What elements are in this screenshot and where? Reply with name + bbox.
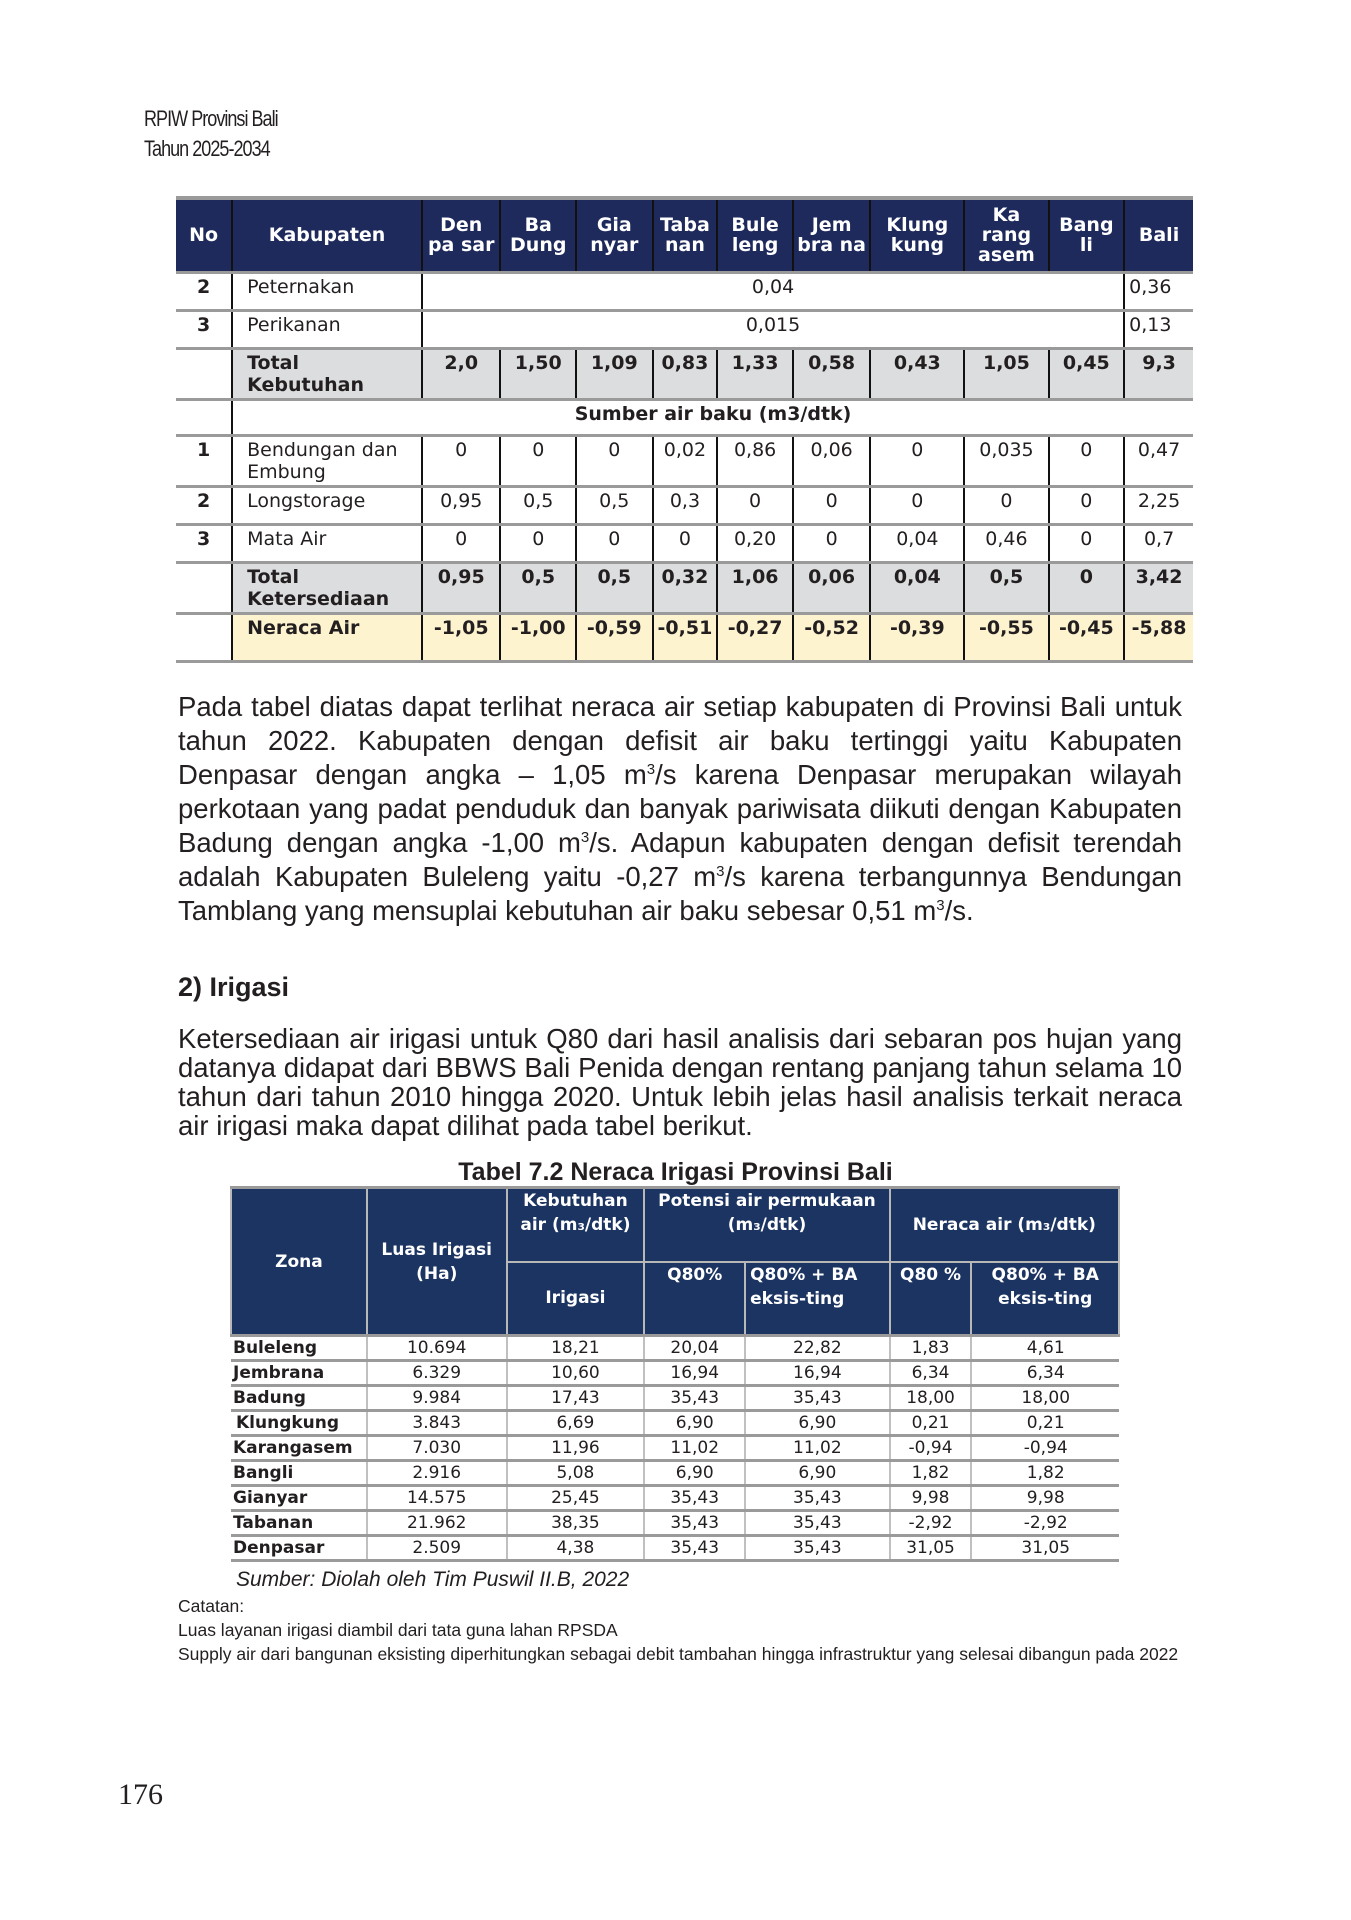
row-label: Perikanan [232, 310, 422, 348]
row-no: 3 [196, 313, 211, 336]
section-heading-irigasi: 2) Irigasi [178, 972, 290, 1002]
cell: 1,33 [717, 348, 793, 399]
cell: 0,83 [653, 348, 718, 399]
paragraph-irigasi: Ketersediaan air irigasi untuk Q80 dari hasil analisis dari sebaran pos hujan yang datanya didapat dari BBWS Bali Penida dengan rentang panjang tahun selama 10 tahun dari tahun 2010 hingga 2020. Untuk lebih jelas hasil analisis terkait neraca air irigasi maka dapat dilihat pada tabel berikut. [178, 1023, 1182, 1141]
cell: 0 [1049, 435, 1125, 486]
cell: 0 [1049, 524, 1125, 562]
cell: 0,43 [870, 348, 964, 399]
cell: 0,06 [793, 562, 870, 613]
col-neraca: Neraca air (m₃/dtk) [890, 1188, 1119, 1262]
cell: 0,06 [793, 435, 870, 486]
table-row [231, 1486, 1119, 1511]
row-label: Longstorage [232, 486, 422, 524]
cell: 6,90 [644, 1411, 745, 1436]
cell: 20,04 [644, 1336, 745, 1361]
cell: 35,43 [644, 1386, 745, 1411]
cell: 0,47 [1124, 435, 1193, 486]
cell: 35,43 [745, 1486, 890, 1511]
cell: 5,08 [507, 1461, 645, 1486]
cell: 35,43 [745, 1386, 890, 1411]
cell: 6,34 [971, 1361, 1119, 1386]
table-source: Sumber: Diolah oleh Tim Puswil II.B, 2022 [236, 1568, 630, 1591]
row-label: Bendungan dan Embung [232, 435, 422, 486]
superscript: 3 [716, 862, 725, 880]
cell: 6,90 [745, 1411, 890, 1436]
cell: 1,82 [890, 1461, 972, 1486]
cell: -0,45 [1049, 613, 1125, 661]
col-zona: Zona [231, 1188, 367, 1336]
row-no [176, 399, 232, 435]
table-row [231, 1361, 1119, 1386]
row-label: Neraca Air [232, 613, 422, 661]
col-q80: Q80% [644, 1262, 745, 1336]
paragraph-neraca-summary [178, 690, 1182, 928]
cell: 0 [793, 486, 870, 524]
cell: 21.962 [367, 1511, 507, 1536]
cell: 6,69 [507, 1411, 645, 1436]
cell: 16,94 [644, 1361, 745, 1386]
cell: 0 [1049, 486, 1125, 524]
row-no: 3 [196, 527, 211, 550]
cell: 1,09 [576, 348, 653, 399]
header-years: Tahun 2025-2034 [144, 136, 270, 161]
cell: 1,83 [890, 1336, 972, 1361]
cell: 0 [717, 486, 793, 524]
text: /s karena terbangunnya Bendungan Tamblang yang mensuplai kebutuhan air baku sebesar 0,51 m [178, 861, 1182, 926]
page-number: 176 [118, 1778, 163, 1811]
cell: 0,035 [964, 435, 1048, 486]
cell: 6,90 [745, 1461, 890, 1486]
col-no: No [176, 198, 232, 272]
row-label: Total Ketersediaan [232, 562, 422, 613]
zona-cell: Jembrana [233, 1363, 325, 1383]
cell: 2,0 [422, 348, 500, 399]
cell: 35,43 [745, 1536, 890, 1561]
table-header-row [231, 1188, 1119, 1262]
col-buleleng: Bule leng [717, 198, 793, 272]
col-jembrana: Jem bra na [793, 198, 870, 272]
cell: 11,96 [507, 1436, 645, 1461]
cell: -2,92 [890, 1511, 972, 1536]
col-potensi: Potensi air permukaan (m₃/dtk) [644, 1188, 889, 1262]
cell: 35,43 [644, 1536, 745, 1561]
cell: -0,59 [576, 613, 653, 661]
cell: 25,45 [507, 1486, 645, 1511]
cell: 10,60 [507, 1361, 645, 1386]
col-tabanan: Taba nan [653, 198, 718, 272]
cell: 0,20 [717, 524, 793, 562]
table-row [231, 1461, 1119, 1486]
cell: 35,43 [745, 1511, 890, 1536]
cell: 31,05 [971, 1536, 1119, 1561]
cell: 18,21 [507, 1336, 645, 1361]
row-label: Peternakan [232, 272, 422, 310]
cell: 0 [870, 435, 964, 486]
row-no: 2 [196, 275, 211, 298]
cell: 35,43 [644, 1486, 745, 1511]
cell: 0,3 [653, 486, 718, 524]
zona-cell: Bangli [233, 1463, 294, 1483]
cell: 0,5 [500, 562, 576, 613]
cell: 4,61 [971, 1336, 1119, 1361]
zona-cell: Denpasar [233, 1538, 325, 1558]
cell: 0 [793, 524, 870, 562]
text: /s karena Denpasar merupakan wilayah perkotaan yang padat penduduk dan banyak pariwisata diikuti dengan Kabupaten Badung dengan angka -1,00 m [178, 759, 1182, 858]
cell: 0,04 [870, 562, 964, 613]
cell: 0,21 [890, 1411, 972, 1436]
neraca-air-baku-table [176, 196, 1193, 663]
table-row [176, 435, 1193, 486]
cell: 0,95 [422, 486, 500, 524]
cell: 16,94 [745, 1361, 890, 1386]
cell: 9.984 [367, 1386, 507, 1411]
col-badung: Ba Dung [500, 198, 576, 272]
cell: 0,45 [1049, 348, 1125, 399]
cell: 0 [1049, 562, 1125, 613]
col-luas: Luas Irigasi (Ha) [367, 1188, 507, 1336]
cell: 9,98 [971, 1486, 1119, 1511]
cell: 0,58 [793, 348, 870, 399]
cell: 2.509 [367, 1536, 507, 1561]
zona-cell: Gianyar [233, 1488, 308, 1508]
cell: 0 [653, 524, 718, 562]
cell: -0,94 [971, 1436, 1119, 1461]
cell: 6,90 [644, 1461, 745, 1486]
cell: 0 [576, 435, 653, 486]
col-neraca-q80: Q80 % [890, 1262, 972, 1336]
col-kabupaten: Kabupaten [232, 198, 422, 272]
table-row [231, 1436, 1119, 1461]
neraca-irigasi-table [230, 1186, 1120, 1562]
cell: -5,88 [1124, 613, 1193, 661]
zona-cell: Klungkung [236, 1413, 340, 1433]
cell: 1,05 [964, 348, 1048, 399]
table-row [176, 486, 1193, 524]
cell: 0 [422, 435, 500, 486]
cell: 18,00 [971, 1386, 1119, 1411]
cell: 9,3 [1124, 348, 1193, 399]
table-row [231, 1386, 1119, 1411]
row-no [176, 348, 232, 399]
cell: -0,27 [717, 613, 793, 661]
cell: 2,25 [1124, 486, 1193, 524]
cell: 0,7 [1124, 524, 1193, 562]
cell: 0,95 [422, 562, 500, 613]
cell: 1,50 [500, 348, 576, 399]
cell: 11,02 [644, 1436, 745, 1461]
cell: 11,02 [745, 1436, 890, 1461]
row-no: 1 [196, 438, 211, 461]
table-caption: Tabel 7.2 Neraca Irigasi Provinsi Bali [458, 1158, 893, 1186]
cell: 6.329 [367, 1361, 507, 1386]
merged-value: 0,015 [422, 310, 1124, 348]
table-row [176, 524, 1193, 562]
zona-cell: Karangasem [233, 1438, 353, 1458]
col-klungkung: Klung kung [870, 198, 964, 272]
cell: 22,82 [745, 1336, 890, 1361]
cell: 0,5 [964, 562, 1048, 613]
cell: 0,5 [576, 562, 653, 613]
row-no: 2 [196, 489, 211, 512]
row-no [176, 613, 232, 661]
cell: 3,42 [1124, 562, 1193, 613]
cell: 3.843 [367, 1411, 507, 1436]
cell: 0,5 [500, 486, 576, 524]
row-label: Total Kebutuhan [232, 348, 422, 399]
cell: 0 [964, 486, 1048, 524]
cell: 0 [870, 486, 964, 524]
cell: -0,94 [890, 1436, 972, 1461]
cell: -0,39 [870, 613, 964, 661]
cell: -0,55 [964, 613, 1048, 661]
col-bangli: Bang li [1049, 198, 1125, 272]
cell: 0,02 [653, 435, 718, 486]
superscript: 3 [936, 896, 945, 914]
col-irigasi: Irigasi [507, 1262, 645, 1336]
row-label: Mata Air [232, 524, 422, 562]
cell: 0,46 [964, 524, 1048, 562]
merged-value: 0,04 [422, 272, 1124, 310]
zona-cell: Badung [233, 1388, 306, 1408]
cell: 38,35 [507, 1511, 645, 1536]
col-bali: Bali [1124, 198, 1193, 272]
col-kebutuhan: Kebutuhan air (m₃/dtk) [507, 1188, 645, 1262]
table-header-row [176, 198, 1193, 272]
cell: 18,00 [890, 1386, 972, 1411]
cell: 7.030 [367, 1436, 507, 1461]
cell: 9,98 [890, 1486, 972, 1511]
row-no [176, 562, 232, 613]
cell: 1,06 [717, 562, 793, 613]
text: /s. Adapun kabupaten dengan defisit terendah adalah Kabupaten Buleleng yaitu -0,27 m [178, 827, 1182, 892]
text: Pada tabel diatas dapat terlihat neraca air setiap kabupaten di Provinsi Bali untuk tahun 2022. Kabupaten dengan defisit air baku tertinggi yaitu Kabupaten Denpasar dengan angka – 1,05 m [178, 691, 1182, 790]
col-q80-ba: Q80% + BA eksis-ting [745, 1262, 890, 1336]
bali-value: 0,36 [1124, 272, 1193, 310]
cell: -0,51 [653, 613, 718, 661]
header-title: RPIW Provinsi Bali [144, 106, 278, 131]
section-row [176, 399, 1193, 435]
total-kebutuhan-row [176, 348, 1193, 399]
notes-line-1: Luas layanan irigasi diambil dari tata guna lahan RPSDA [178, 1620, 618, 1640]
cell: 0 [576, 524, 653, 562]
text: /s. [944, 895, 974, 926]
cell: -1,05 [422, 613, 500, 661]
col-karangasem: Ka rang asem [964, 198, 1048, 272]
cell: -2,92 [971, 1511, 1119, 1536]
table-row [231, 1536, 1119, 1561]
table-row [231, 1511, 1119, 1536]
total-ketersediaan-row [176, 562, 1193, 613]
cell: 0,86 [717, 435, 793, 486]
cell: 1,82 [971, 1461, 1119, 1486]
cell: 35,43 [644, 1511, 745, 1536]
bali-value: 0,13 [1124, 310, 1193, 348]
col-denpasar: Den pa sar [422, 198, 500, 272]
cell: 6,34 [890, 1361, 972, 1386]
notes-title: Catatan: [178, 1596, 245, 1616]
cell: -0,52 [793, 613, 870, 661]
table-row [231, 1336, 1119, 1361]
cell: 0,32 [653, 562, 718, 613]
neraca-air-row [176, 613, 1193, 661]
cell: 10.694 [367, 1336, 507, 1361]
cell: 31,05 [890, 1536, 972, 1561]
zona-cell: Tabanan [233, 1513, 314, 1533]
superscript: 3 [580, 828, 590, 846]
cell: 4,38 [507, 1536, 645, 1561]
cell: 0,21 [971, 1411, 1119, 1436]
cell: 14.575 [367, 1486, 507, 1511]
cell: -1,00 [500, 613, 576, 661]
table-row [176, 272, 1193, 310]
notes-line-2: Supply air dari bangunan eksisting diperhitungkan sebagai debit tambahan hingga infrastruktur yang selesai dibangun pada 2022 [178, 1644, 1179, 1664]
section-label: Sumber air baku (m3/dtk) [232, 399, 1193, 435]
cell: 0 [500, 435, 576, 486]
col-gianyar: Gia nyar [576, 198, 653, 272]
table-row [231, 1411, 1119, 1436]
cell: 0,5 [576, 486, 653, 524]
superscript: 3 [646, 760, 656, 778]
table-row [176, 310, 1193, 348]
zona-cell: Buleleng [233, 1338, 318, 1358]
cell: 17,43 [507, 1386, 645, 1411]
cell: 0 [422, 524, 500, 562]
cell: 2.916 [367, 1461, 507, 1486]
cell: 0,04 [870, 524, 964, 562]
running-header [144, 104, 278, 164]
cell: 0 [500, 524, 576, 562]
col-neraca-q80-ba: Q80% + BA eksis-ting [971, 1262, 1119, 1336]
